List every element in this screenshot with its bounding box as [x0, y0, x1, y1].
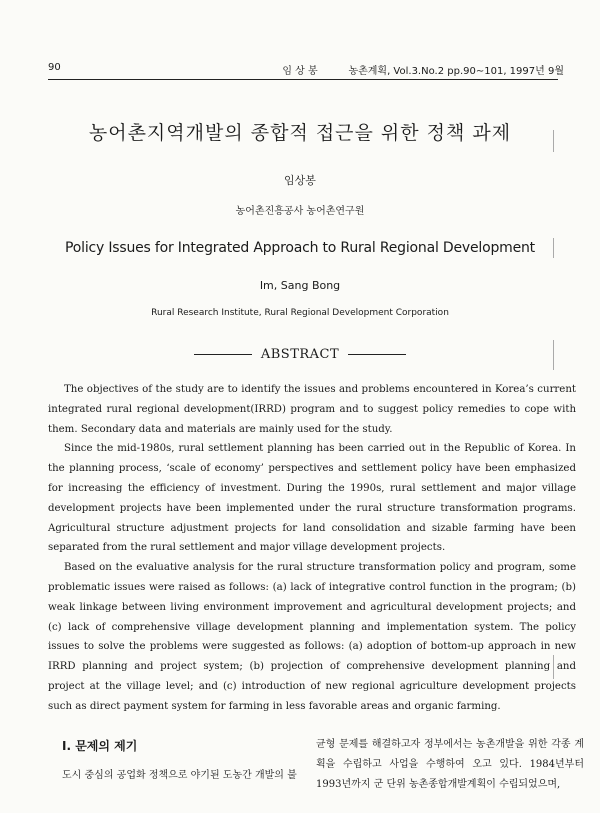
abstract-title: ABSTRACT: [260, 347, 340, 362]
abstract-heading: [0, 347, 600, 362]
margin-mark: [553, 655, 554, 679]
abstract-paragraph-3: Based on the evaluative analysis for the rural structure transformation policy and program, some problematic issues were raised as follows: (a) lack of integrative control function in the program; (b) weak linkage between living environment improvement and agricultural development projects; and (c) lack of comprehensive village development planning and implementation system. The policy issues to solve the problems were suggested as follows: (a) adoption of bottom-up approach in new IRRD planning and project system; (b) projection of comprehensive development planning and project at the village level; and (c) introduction of new regional agriculture development projects such as direct payment system for farming in less favorable areas and organic farming.: [48, 562, 576, 712]
paper-title-korean: 농어촌지역개발의 종합적 접근을 위한 정책 과제: [88, 122, 512, 144]
abstract-paragraph-1: The objectives of the study are to identify the issues and problems encountered in Korea’s current integrated rural regional development(IRRD) program and to suggest policy remedies to cope with them. Secondary data and materials are mainly used for the study.: [48, 384, 576, 435]
margin-mark: [553, 340, 554, 370]
author-korean: 임상봉: [284, 174, 316, 187]
body-text-left-column: 도시 중심의 공업화 정책으로 야기된 도농간 개발의 불: [62, 770, 297, 781]
abstract-paragraph-2: Since the mid-1980s, rural settlement planning has been carried out in the Republic of Korea. In the planning process, ‘scale of economy’ perspectives and settlement policy have been emphasized for increasing the efficiency of investment. During the 1990s, rural settlement and major village development projects have been implemented under the rural structure transformation programs. Agricultural structure adjustment projects for land consolidation and sizable farming have been separated from the rural settlement and major village development projects.: [48, 443, 576, 554]
running-author: 임 상 봉: [282, 66, 318, 77]
margin-mark: [553, 130, 554, 152]
author-english: Im, Sang Bong: [259, 279, 341, 292]
paper-title-english: Policy Issues for Integrated Approach to Rural Regional Development: [65, 240, 535, 256]
page-number: 90: [48, 62, 61, 73]
margin-mark: [553, 238, 554, 258]
affiliation-english: Rural Research Institute, Rural Regional Development Corporation: [151, 308, 449, 318]
header-rule: [48, 79, 558, 80]
abstract-body: [48, 380, 576, 717]
body-text-right-column: 균형 문제를 해결하고자 정부에서는 농촌개발을 위한 각종 계획을 수립하고 사업을 수행하여 오고 있다. 1984년부터 1993년까지 군 단위 농촌종합개발계획이 수립되었으며,: [316, 739, 584, 790]
affiliation-korean: 농어촌진흥공사 농어촌연구원: [235, 206, 365, 217]
abstract-rule-left: [194, 354, 252, 355]
journal-citation: 농촌계획, Vol.3.No.2 pp.90∼101, 1997년 9월: [348, 66, 564, 77]
abstract-rule-right: [348, 354, 406, 355]
section-title: Ⅰ. 문제의 제기: [62, 739, 138, 753]
